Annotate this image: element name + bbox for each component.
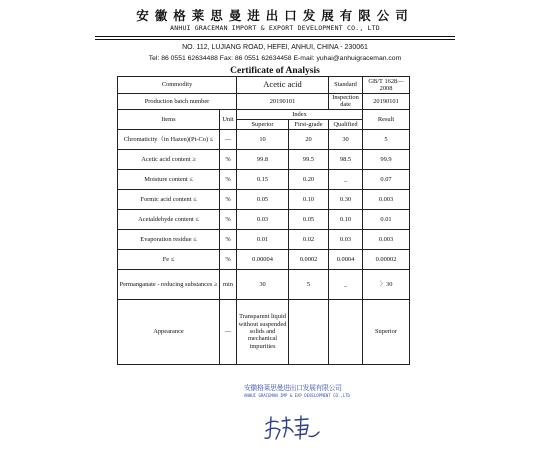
qualified-value [329, 299, 363, 364]
table-row [118, 149, 410, 169]
firstgrade-header: First-grade [289, 119, 329, 129]
firstgrade-value: 5 [289, 269, 329, 299]
analysis-table [117, 76, 410, 365]
batch-label: Production batch number [118, 94, 237, 110]
company-name-chinese: 安徽格莱思曼进出口发展有限公司 [136, 8, 414, 23]
result-value: 0.003 [363, 189, 410, 209]
table-row [118, 189, 410, 209]
company-contact: Tel: 86 0551 62634488 Fax: 86 0551 62634458 E-mail: yuhai@anhuigraceman.com [148, 55, 402, 62]
header-rule-thick [95, 36, 455, 37]
item-name: Acetic acid content ≥ [118, 149, 220, 169]
superior-value: 30 [237, 269, 289, 299]
commodity-value: Acetic acid [237, 77, 329, 94]
result-value: 0.00002 [363, 249, 410, 269]
item-name: Acetaldehyde content ≤ [118, 209, 220, 229]
superior-value: 0.00004 [237, 249, 289, 269]
table-row [118, 229, 410, 249]
inspection-label: Inspection date [329, 94, 363, 110]
qualified-value: _ [329, 169, 363, 189]
item-name: Formic acid content ≤ [118, 189, 220, 209]
firstgrade-value: 0.0002 [289, 249, 329, 269]
superior-value: 99.8 [237, 149, 289, 169]
firstgrade-value: 0.10 [289, 189, 329, 209]
item-unit: % [220, 149, 237, 169]
table-row [118, 249, 410, 269]
item-unit: % [220, 229, 237, 249]
unit-header: Unit [220, 109, 237, 129]
qualified-value: 98.5 [329, 149, 363, 169]
standard-label: Standard [329, 77, 363, 94]
inspection-value: 20190101 [363, 94, 410, 110]
firstgrade-value: 0.20 [289, 169, 329, 189]
batch-value: 20190101 [237, 94, 329, 110]
qualified-value: 0.0004 [329, 249, 363, 269]
items-header: Items [118, 109, 220, 129]
firstgrade-value: 20 [289, 129, 329, 149]
commodity-row [118, 77, 410, 94]
superior-value: 10 [237, 129, 289, 149]
superior-value: 0.03 [237, 209, 289, 229]
qualified-value: 30 [329, 129, 363, 149]
item-unit: % [220, 209, 237, 229]
result-value: 〉30 [363, 269, 410, 299]
table-row [118, 209, 410, 229]
company-stamp [244, 381, 354, 413]
result-value: 0.01 [363, 209, 410, 229]
result-value: 99.9 [363, 149, 410, 169]
item-name: Appearance [118, 299, 220, 364]
stamp-english-text: ANHUI GRACEMAN IMP & EXP DEVELOPMENT CO.,LTD [244, 393, 350, 398]
table-row [118, 269, 410, 299]
document-title: Certificate of Analysis [230, 66, 320, 76]
item-unit: min [220, 269, 237, 299]
item-name: Moisture content ≤ [118, 169, 220, 189]
result-value: 0.07 [363, 169, 410, 189]
item-unit: % [220, 189, 237, 209]
index-header: Index [237, 109, 363, 119]
qualified-value: 0.10 [329, 209, 363, 229]
qualified-value: _ [329, 269, 363, 299]
commodity-label: Commodity [118, 77, 237, 94]
header-rule-thin [95, 39, 455, 40]
result-value: Superior [363, 299, 410, 364]
table-row [118, 169, 410, 189]
firstgrade-value: 99.5 [289, 149, 329, 169]
item-name: Permanganate - reducing substances ≥ [118, 269, 220, 299]
item-unit: % [220, 169, 237, 189]
superior-value: Transparent liquid without suspended solids and mechanical impurities [237, 299, 289, 364]
column-header-row [118, 109, 410, 119]
item-unit: % [220, 249, 237, 269]
superior-value: 0.05 [237, 189, 289, 209]
item-name: Evaporation residue ≤ [118, 229, 220, 249]
item-unit: — [220, 129, 237, 149]
firstgrade-value: 0.05 [289, 209, 329, 229]
item-unit: — [220, 299, 237, 364]
result-header: Result [363, 109, 410, 129]
superior-value: 0.01 [237, 229, 289, 249]
qualified-value: 0.30 [329, 189, 363, 209]
table-row [118, 129, 410, 149]
superior-value: 0.15 [237, 169, 289, 189]
firstgrade-value [289, 299, 329, 364]
stamp-chinese-text: 安徽格莱思曼进出口发展有限公司 [244, 384, 342, 392]
company-name-english: ANHUI GRACEMAN IMPORT & EXPORT DEVELOPMENT CO., LTD [170, 24, 380, 32]
signature [262, 412, 322, 442]
batch-row [118, 94, 410, 110]
standard-value: GB/T 1628—2008 [363, 77, 410, 94]
result-value: 0.003 [363, 229, 410, 249]
item-name: Chromaticity（in Hazen)(Pt-Co) ≤ [118, 129, 220, 149]
table-row [118, 299, 410, 364]
qualified-header: Qualified [329, 119, 363, 129]
company-address: NO. 112, LUJIANG ROAD, HEFEI, ANHUI, CHINA - 230061 [182, 44, 368, 51]
qualified-value: 0.03 [329, 229, 363, 249]
firstgrade-value: 0.02 [289, 229, 329, 249]
result-value: 5 [363, 129, 410, 149]
superior-header: Superior [237, 119, 289, 129]
item-name: Fe ≤ [118, 249, 220, 269]
